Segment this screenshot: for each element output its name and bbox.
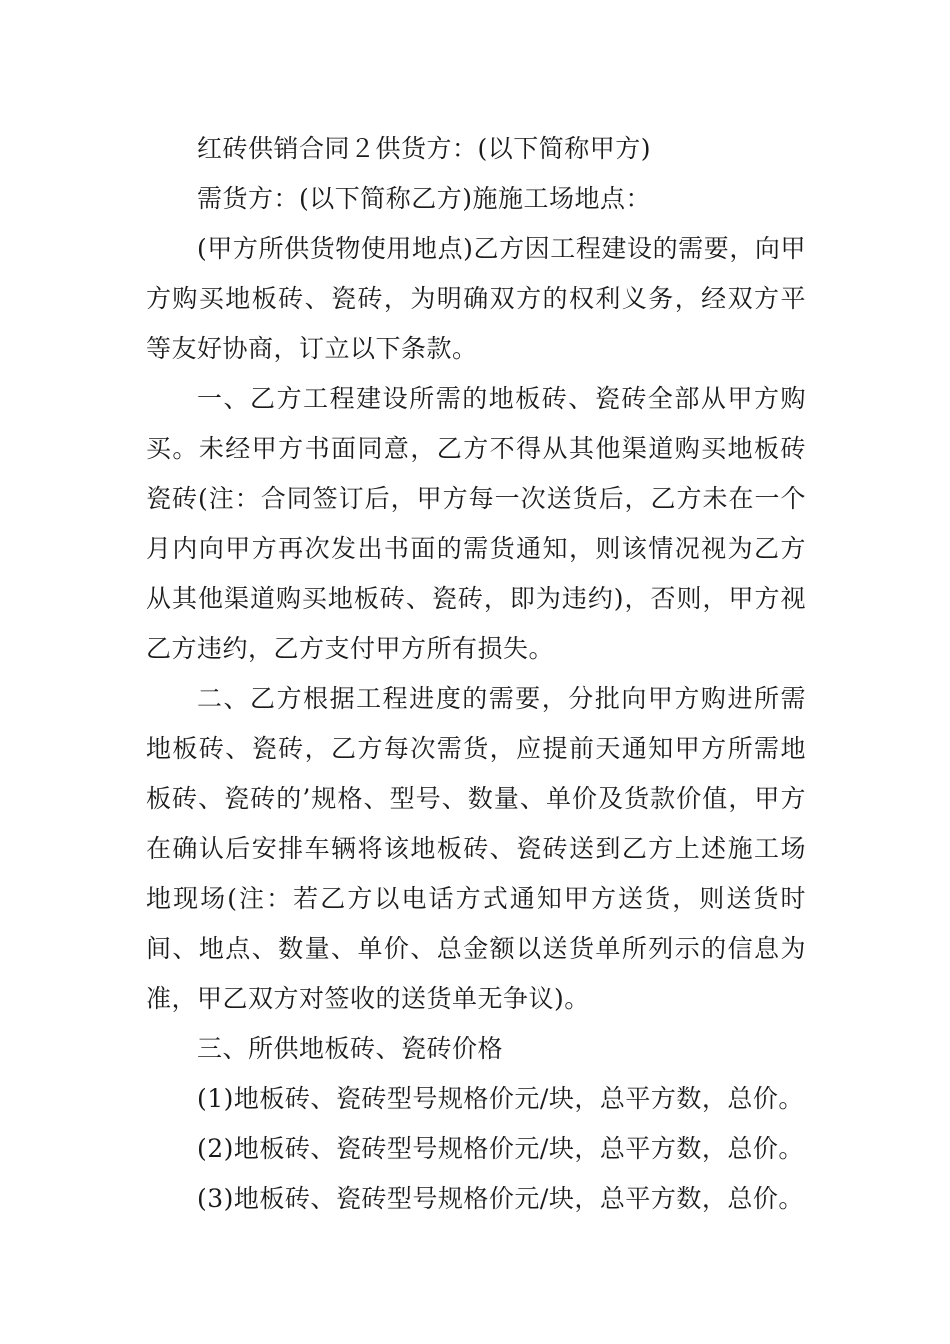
paragraph-intro: (甲方所供货物使用地点)乙方因工程建设的需要，向甲方购买地板砖、瓷砖，为明确双方的权利义务，经双方平等友好协商，订立以下条款。 [146, 234, 806, 363]
paragraph-clause-1: 一、乙方工程建设所需的地板砖、瓷砖全部从甲方购买。未经甲方书面同意，乙方不得从其他渠道购买地板砖瓷砖(注：合同签订后，甲方每一次送货后，乙方未在一个月内向甲方再次发出书面的需货通知，则该情况视为乙方从其他渠道购买地板砖、瓷砖，即为违约)，否则，甲方视乙方违约，乙方支付甲方所有损失。 [146, 384, 806, 663]
paragraph-price-item-3: (3)地板砖、瓷砖型号规格价元/块，总平方数，总价。 [197, 1184, 804, 1213]
document-body [146, 124, 806, 1224]
paragraph-buyer: 需货方：(以下简称乙方)施施工场地点： [197, 184, 652, 213]
paragraph-price-item-2: (2)地板砖、瓷砖型号规格价元/块，总平方数，总价。 [197, 1134, 804, 1163]
paragraph-title: 红砖供销合同２供货方：(以下简称甲方) [197, 134, 652, 163]
paragraph-clause-2: 二、乙方根据工程进度的需要，分批向甲方购进所需地板砖、瓷砖，乙方每次需货，应提前天通知甲方所需地板砖、瓷砖的’规格、型号、数量、单价及货款价值，甲方在确认后安排车辆将该地板砖、瓷砖送到乙方上述施工场地现场(注：若乙方以电话方式通知甲方送货，则送货时间、地点、数量、单价、总金额以送货单所列示的信息为准，甲乙双方对签收的送货单无争议)。 [146, 684, 806, 1013]
paragraph-price-item-1: (1)地板砖、瓷砖型号规格价元/块，总平方数，总价。 [197, 1084, 804, 1113]
paragraph-clause-3-heading: 三、所供地板砖、瓷砖价格 [197, 1034, 504, 1063]
